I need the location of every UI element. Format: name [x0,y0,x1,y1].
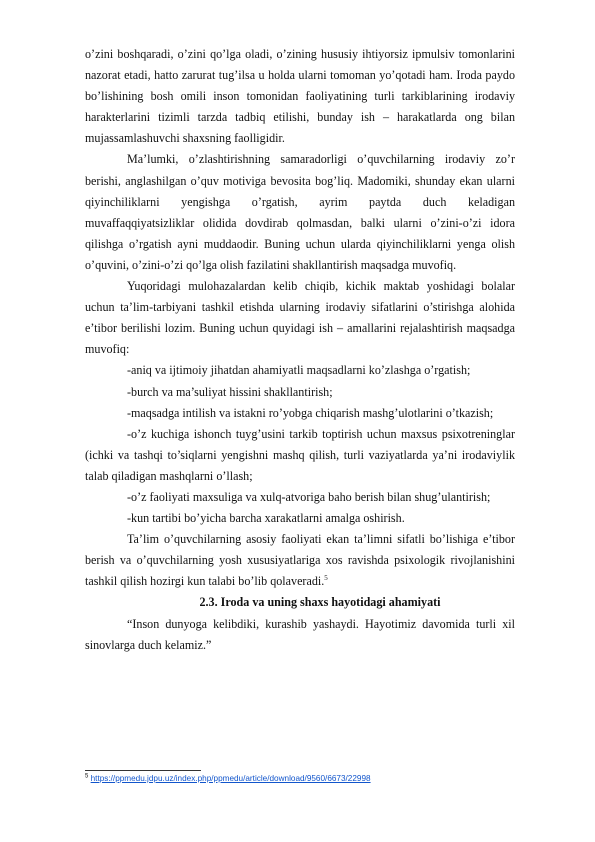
footnote-link[interactable]: https://ppmedu.jdpu.uz/index.php/ppmedu/article/download/9560/6673/22998 [90,774,371,783]
paragraph-1: o’zini boshqaradi, o’zini qo’lga oladi, o’zining hususiy ihtiyorsiz ipmulsiv tomonlarini nazorat etadi, hatto zarurat tug’ilsa u holda ularni tomoman yo’qotadi ham. Iroda paydo bo’lishining bosh omili inson tomonidan faoliyatining turli tarkiblarining irodaviy harakterlarini tizimli tarzda tadbiq etilishi, bunday ish – harakatlarda ong bilan mujassamlashuvchi shaxsning faolligidir. [85,47,515,146]
list-item: -maqsadga intilish va istakni ro’yobga chiqarish mashg’ulotlarini o’tkazish; [127,405,494,420]
list-item: -o’z kuchiga ishonch tuyg’usini tarkib toptirish uchun maxsus psixotreninglar (ichki va tashqi to’siqlarni yengishni mashq qilish, turli vaziyatlarda ya’ni irodaviylik talab qiladigan mashqlarni o’llash; [85,426,515,483]
list-item: -o’z faoliyati maxsuliga va xulq-atvoriga baho berish bilan shug’ulantirish; [127,489,491,504]
paragraph-4 [85,529,515,592]
list-item: -aniq va ijtimoiy jihatdan ahamiyatli maqsadlarni ko’zlashga o’rgatish; [127,363,471,378]
document-body [85,44,515,656]
section-heading: 2.3. Iroda va uning shaxs hayotidagi ahamiyati [199,595,441,610]
paragraph-5: “Inson dunyoga kelibdiki, kurashib yashaydi. Hayotimiz davomida turli xil sinovlarga duch kelamiz.” [85,616,515,652]
paragraph-3: Yuqoridagi mulohazalardan kelib chiqib, kichik maktab yoshidagi bolalar uchun ta’lim-tarbiyani tashkil etishda ularning irodaviy sifatlarini o’stirishga alohida e’tibor berilishi lozim. Buning uchun quyidagi ish – amallarini rejalashtirish maqsadga muvofiq: [85,279,515,357]
footnote-reference[interactable]: 5 [324,574,328,583]
paragraph-4-text: Ta’lim o’quvchilarning asosiy faoliyati ekan ta’limni sifatli bo’lishiga e’tibor berish va o’quvchilarning yosh xususiyatlariga xos ravishda psixologik rivojlanishini tashkil qilish hozirgi kun talabi bo’lib qolaveradi. [85,532,515,589]
list-item: -kun tartibi bo’yicha barcha xarakatlarni amalga oshirish. [127,511,405,526]
paragraph-2: Ma’lumki, o’zlashtirishning samaradorligi o’quvchilarning irodaviy zo’r berishi, anglashilgan o’quv motiviga bevosita bog’liq. Madomiki, shunday ekan ularni qiyinchiliklarni yengishga o’rgatish, ayrim paytda duch keladigan muvaffaqqiyatsizliklar olidida dovdirab qolmasdan, balki ularni o’zini-o’zi idora qilishga o’rgatish ayni muddaodir. Buning uchun ularda qiyinchiliklarni yenga olish o’quvini, o’zini-o’zi qo’lga olish fazilatini shakllantirish maqsadga muvofiq. [85,152,515,272]
list-item: -burch va ma’suliyat hissini shakllantirish; [127,384,333,399]
footnote-number: 5 [85,773,89,780]
footnote [85,773,371,784]
footnote-separator [85,770,201,771]
